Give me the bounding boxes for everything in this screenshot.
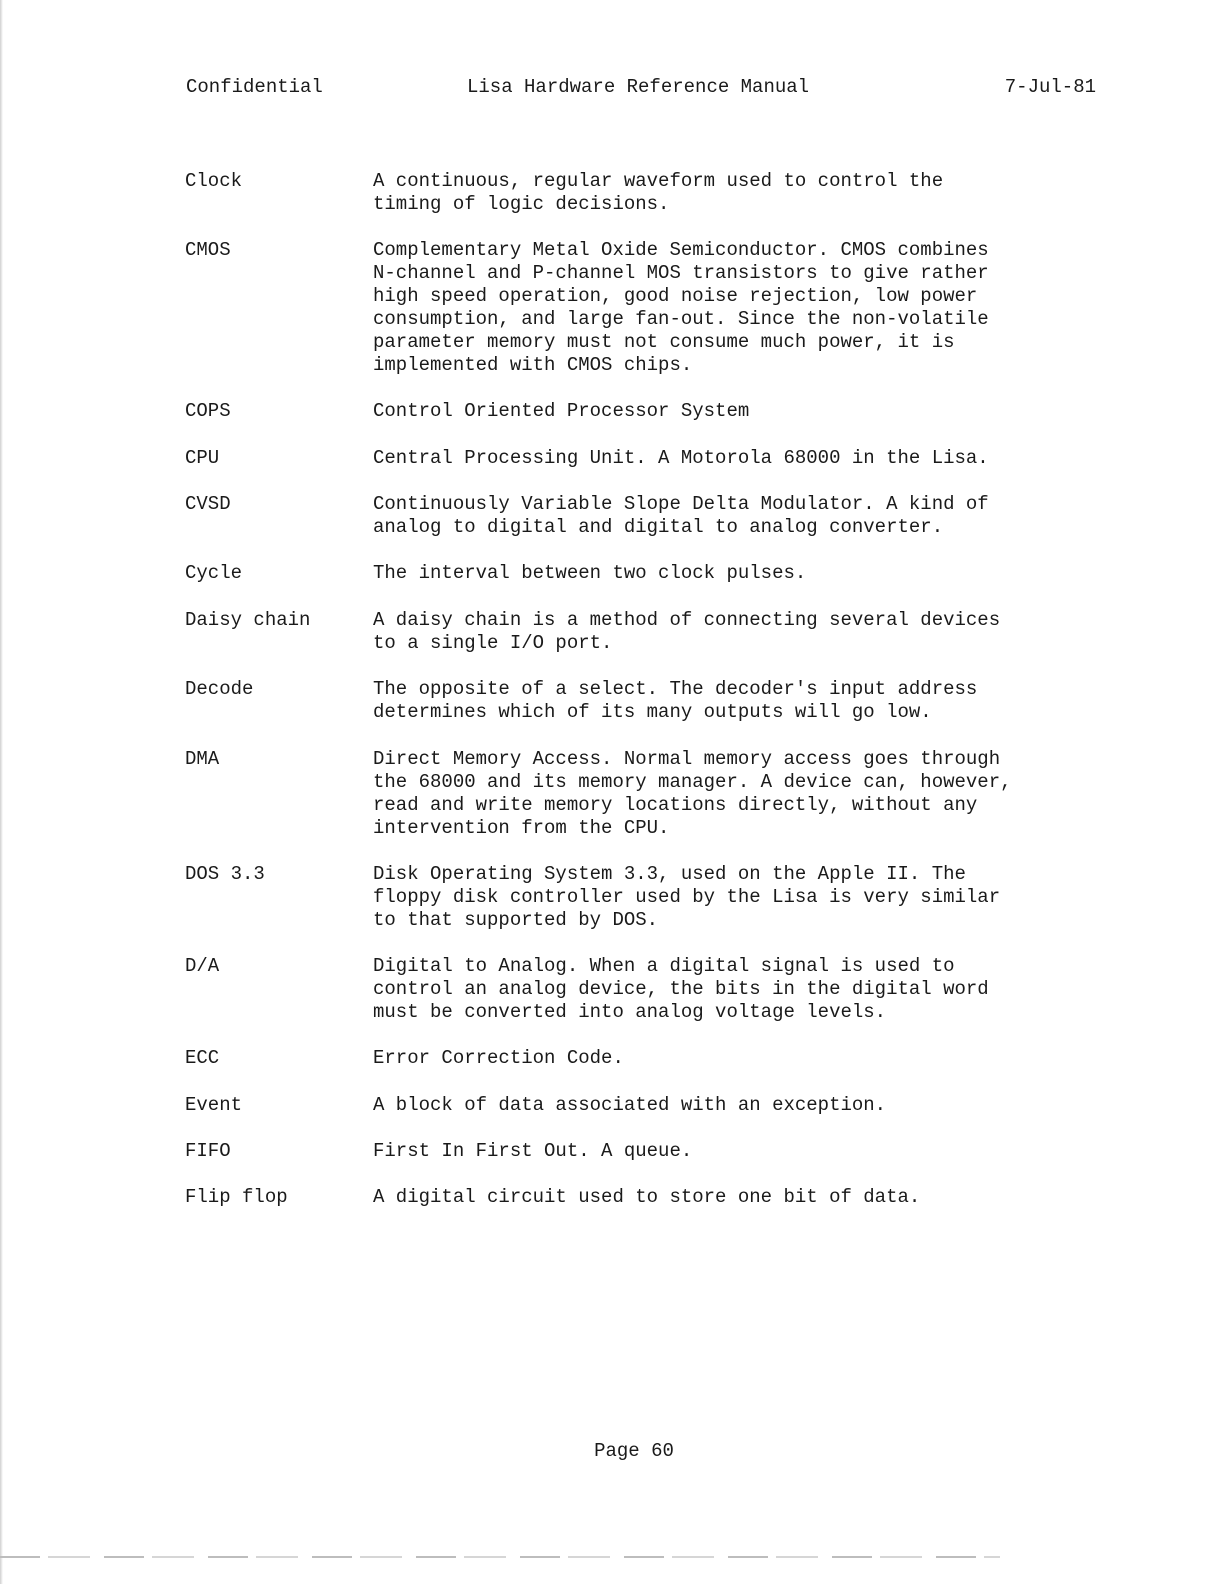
glossary-definition: First In First Out. A queue. [373, 1140, 693, 1162]
glossary-definition: Direct Memory Access. Normal memory access goes through the 68000 and its memory manager. A device can, however, read and write memory locations directly, without any intervention from the CPU. [373, 748, 1012, 839]
glossary-term: Event [185, 1094, 243, 1116]
scan-bottom-artifact [0, 1556, 1000, 1558]
glossary-term: Daisy chain [185, 609, 311, 631]
glossary-term: DMA [185, 748, 220, 770]
glossary-term: Flip flop [185, 1186, 288, 1208]
page-number: Page 60 [594, 1440, 674, 1462]
glossary-term: COPS [185, 400, 231, 422]
glossary-term: CVSD [185, 493, 231, 515]
running-header [186, 76, 1096, 100]
glossary-definition: The interval between two clock pulses. [373, 562, 807, 584]
glossary-term: ECC [185, 1047, 220, 1069]
glossary-term: D/A [185, 955, 220, 977]
header-date: 7-Jul-81 [1004, 76, 1096, 98]
glossary-definition: A continuous, regular waveform used to control the timing of logic decisions. [373, 170, 944, 215]
glossary-definition: A daisy chain is a method of connecting several devices to a single I/O port. [373, 609, 1001, 654]
glossary-term: Cycle [185, 562, 243, 584]
glossary-term: DOS 3.3 [185, 863, 265, 885]
glossary-term: FIFO [185, 1140, 231, 1162]
glossary-definition: Digital to Analog. When a digital signal is used to control an analog device, the bits in the digital word must be converted into analog voltage levels. [373, 955, 989, 1023]
glossary-term: Decode [185, 678, 254, 700]
glossary-term: CMOS [185, 239, 231, 261]
glossary-term: Clock [185, 170, 243, 192]
glossary-definition: Control Oriented Processor System [373, 400, 750, 422]
header-manual-title: Lisa Hardware Reference Manual [467, 76, 810, 98]
glossary-definition: Complementary Metal Oxide Semiconductor. CMOS combines N-channel and P-channel MOS transistors to give rather high speed operation, good noise rejection, low power consumption, and large fan-out. Since the non-volatile parameter memory must not consume much power, it is implemented with CMOS chips. [373, 239, 989, 376]
glossary-definition: Continuously Variable Slope Delta Modulator. A kind of analog to digital and digital to analog converter. [373, 493, 989, 538]
glossary-definition: Disk Operating System 3.3, used on the Apple II. The floppy disk controller used by the Lisa is very similar to that supported by DOS. [373, 863, 1001, 931]
header-confidential: Confidential [186, 76, 323, 98]
glossary-term: CPU [185, 447, 220, 469]
glossary-definition: Central Processing Unit. A Motorola 68000 in the Lisa. [373, 447, 989, 469]
glossary-definition: Error Correction Code. [373, 1047, 624, 1069]
scan-edge-shadow [0, 0, 3, 1584]
glossary-definition: A digital circuit used to store one bit of data. [373, 1186, 921, 1208]
glossary-definition: A block of data associated with an exception. [373, 1094, 887, 1116]
glossary-definition: The opposite of a select. The decoder's input address determines which of its many outputs will go low. [373, 678, 978, 723]
